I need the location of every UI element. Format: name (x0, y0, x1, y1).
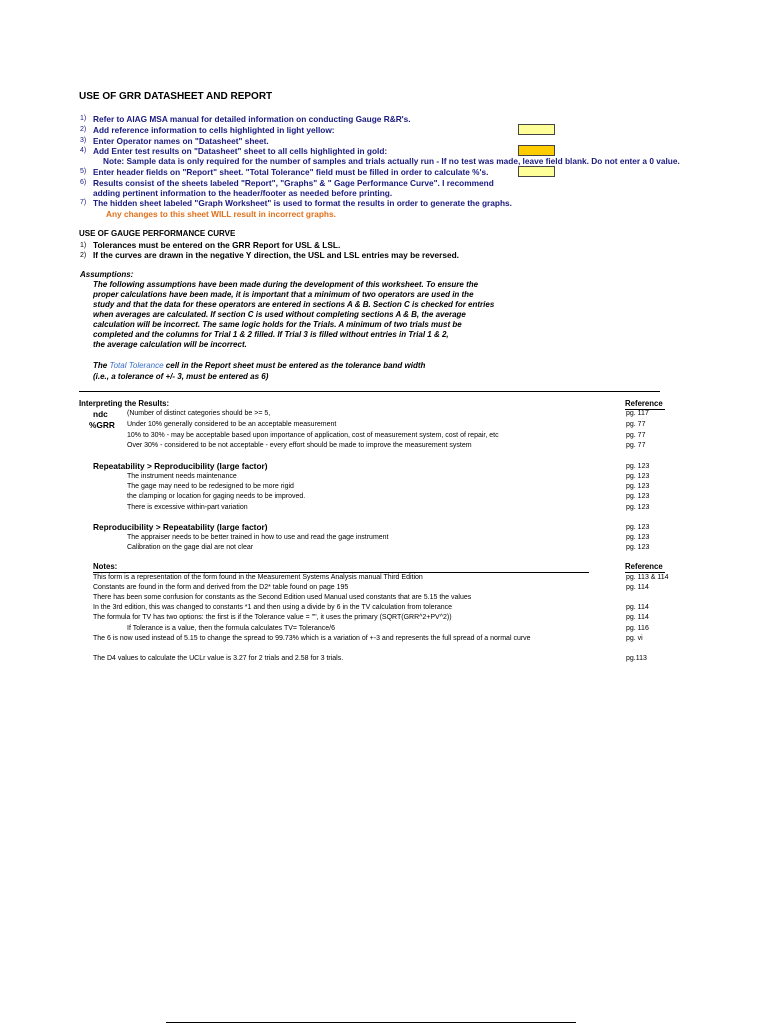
interpret-ref: pg. 117 (626, 410, 649, 417)
step-number: 1) (80, 115, 87, 122)
section-divider (79, 391, 660, 392)
light-yellow-swatch (518, 166, 555, 177)
assumptions-line: proper calculations have been made, it is important that a minimum of two operators are used in the (93, 290, 474, 299)
warning-text: Any changes to this sheet WILL result in incorrect graphs. (106, 209, 336, 219)
light-yellow-swatch (518, 124, 555, 135)
interpret-text: 10% to 30% - may be acceptable based upon importance of application, cost of measurement system, cost of repair, etc (127, 432, 499, 439)
reproducibility-item: Calibration on the gage dial are not clear (127, 544, 254, 551)
ndc-label: ndc (93, 409, 108, 419)
footer-line (166, 1022, 576, 1023)
curve-item-number: 1) (80, 242, 87, 249)
note-ref: pg. vi (626, 635, 643, 642)
gold-swatch (518, 145, 555, 156)
interpret-ref: pg. 123 (626, 473, 650, 480)
step-text: Add reference information to cells highlighted in light yellow: (93, 125, 335, 135)
step-text: Enter header fields on "Report" sheet. "Total Tolerance" field must be filled in order to calculate %'s. (93, 167, 489, 177)
curve-item-text: Tolerances must be entered on the GRR Report for USL & LSL. (93, 240, 341, 250)
interpret-text: Over 30% - considered to be not acceptable - every effort should be made to improve the measurement system (127, 442, 472, 449)
step-number: 7) (80, 199, 87, 206)
step-number: 5) (80, 168, 87, 175)
note-text: If Tolerance is a value, then the formula calculates TV= Tolerance/6 (127, 625, 335, 632)
note-ref: pg. 116 (626, 625, 649, 632)
interpret-ref: pg. 123 (626, 463, 650, 470)
repeatability-item: The gage may need to be redesigned to be more rigid (127, 483, 294, 490)
notes-reference-heading: Reference (625, 562, 663, 571)
curve-item-text: If the curves are drawn in the negative Y direction, the USL and LSL entries may be reversed. (93, 250, 459, 260)
step-number: 2) (80, 126, 87, 133)
interpret-ref: pg. 123 (626, 534, 650, 541)
notes-underline (93, 572, 589, 573)
assumptions-line: completed and the columns for Trial 1 & 2 filled. If Trial 3 is filled without entries in Trial 1 & 2, (93, 330, 449, 339)
interpret-text: Under 10% generally considered to be an acceptable measurement (127, 421, 337, 428)
tolerance-note-suffix: cell in the Report sheet must be entered as the tolerance band width (163, 361, 426, 370)
note-text: The D4 values to calculate the UCLr value is 3.27 for 2 trials and 2.58 for 3 trials. (93, 655, 344, 662)
curve-item-number: 2) (80, 252, 87, 259)
step-text: Add Enter test results on "Datasheet" sheet to all cells highlighted in gold: (93, 146, 388, 156)
note-text: There has been some confusion for constants as the Second Edition used Manual used constants that are 5.15 the values (93, 594, 472, 601)
assumptions-line: calculation will be incorrect. The same logic holds for the Trials. A minimum of two trials must be (93, 320, 462, 329)
step-text: Enter Operator names on "Datasheet" sheet. (93, 136, 269, 146)
tolerance-note-line2: (i.e., a tolerance of +/- 3, must be entered as 6) (93, 372, 269, 381)
reproducibility-heading: Reproducibility > Repeatability (large factor) (93, 522, 268, 532)
repeatability-item: The instrument needs maintenance (127, 473, 237, 480)
step-text: Refer to AIAG MSA manual for detailed information on conducting Gauge R&R's. (93, 114, 411, 124)
step-text-continued: adding pertinent information to the header/footer as needed before printing. (93, 188, 393, 198)
step-number: 6) (80, 179, 87, 186)
step-number: 4) (80, 147, 87, 154)
note-text: The formula for TV has two options: the first is if the Tolerance value = "", it uses the primary (SQRT(GRR^2+PV^2)) (93, 614, 452, 621)
note-text: In the 3rd edition, this was changed to constants *1 and then using a divide by 6 in the TV calculation from tolerance (93, 604, 453, 611)
page-title: USE OF GRR DATASHEET AND REPORT (79, 91, 273, 102)
repeatability-item: There is excessive within-part variation (127, 504, 248, 511)
assumptions-line: the average calculation will be incorrect. (93, 340, 247, 349)
assumptions-heading: Assumptions: (80, 270, 134, 279)
note-ref: pg. 114 (626, 614, 649, 621)
note-text: This form is a representation of the form found in the Measurement Systems Analysis manual Third Edition (93, 574, 423, 581)
interpret-ref: pg. 123 (626, 504, 650, 511)
note-text: The 6 is now used instead of 5.15 to change the spread to 99.73% which is a variation of +-3 and represents the full spread of a normal curve (93, 635, 531, 642)
note-ref: pg.113 (626, 655, 647, 662)
step-number: 3) (80, 137, 87, 144)
notes-reference-underline (625, 572, 665, 573)
assumptions-line: study and that the data for these operators are entered in sections A & B. Section C is checked for entries (93, 300, 495, 309)
reference-heading: Reference (625, 399, 663, 408)
curve-heading: USE OF GAUGE PERFORMANCE CURVE (79, 229, 236, 238)
note-ref: pg. 114 (626, 584, 649, 591)
step-note: Note: Sample data is only required for the number of samples and trials actually run - If no test was made, leave field blank. Do not enter a 0 value. (103, 156, 680, 166)
repeatability-heading: Repeatability > Reproducibility (large factor) (93, 461, 268, 471)
reproducibility-item: The appraiser needs to be better trained in how to use and read the gage instrument (127, 534, 389, 541)
note-ref: pg. 114 (626, 604, 649, 611)
interpret-text: (Number of distinct categories should be >= 5, (127, 410, 271, 417)
interpreting-heading: Interpreting the Results: (79, 399, 170, 408)
grr-label: %GRR (89, 420, 115, 430)
interpret-ref: pg. 123 (626, 483, 650, 490)
notes-heading: Notes: (93, 562, 118, 571)
repeatability-item: the clamping or location for gaging needs to be improved. (127, 493, 306, 500)
interpret-ref: pg. 123 (626, 493, 650, 500)
interpret-ref: pg. 77 (626, 421, 646, 428)
note-ref: pg. 113 & 114 (626, 574, 669, 581)
tolerance-note-prefix: The (93, 361, 110, 370)
interpret-ref: pg. 77 (626, 442, 646, 449)
note-text: Constants are found in the form and derived from the D2* table found on page 195 (93, 584, 349, 591)
interpret-ref: pg. 77 (626, 432, 646, 439)
step-text: Results consist of the sheets labeled "Report", "Graphs" & " Gage Performance Curve". I recommend (93, 178, 494, 188)
step-text: The hidden sheet labeled "Graph Worksheet" is used to format the results in order to generate the graphs. (93, 198, 512, 208)
assumptions-line: The following assumptions have been made during the development of this worksheet. To ensure the (93, 280, 479, 289)
total-tolerance-highlight: Total Tolerance (109, 361, 164, 370)
assumptions-line: when averages are calculated. If section C is used without completing sections A & B, the average (93, 310, 466, 319)
tolerance-note (93, 361, 425, 370)
interpret-ref: pg. 123 (626, 544, 650, 551)
interpret-ref: pg. 123 (626, 524, 650, 531)
